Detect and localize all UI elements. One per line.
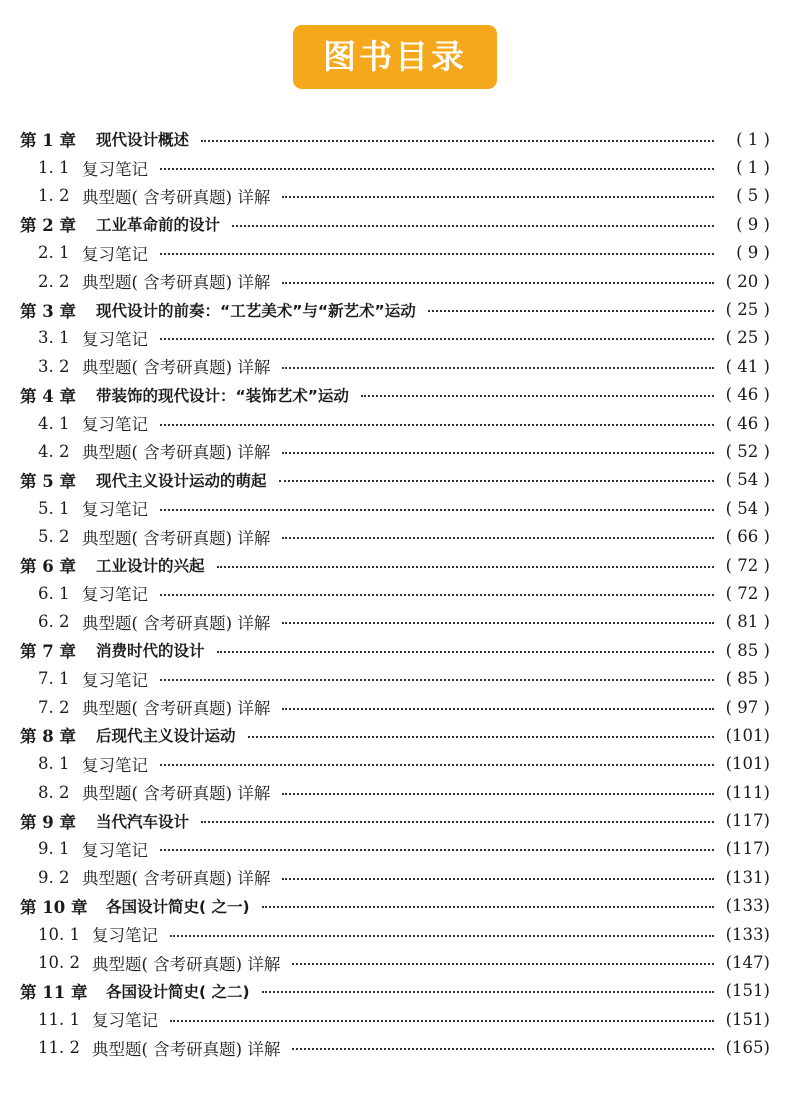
toc-section-row[interactable] <box>0 153 790 181</box>
dot-leader <box>160 848 714 851</box>
page-number: ( 66 ) <box>725 527 770 547</box>
toc-section-row[interactable] <box>0 863 790 891</box>
dot-leader <box>282 451 714 454</box>
page-number: (101) <box>725 754 770 774</box>
chapter-title: 各国设计简史( 之二) <box>106 982 250 1001</box>
section-number: 10. 2 <box>38 953 80 973</box>
section-title: 复习笔记 <box>82 585 148 605</box>
page-number: (151) <box>725 1009 770 1029</box>
section-number: 5. 1 <box>38 498 70 518</box>
section-number: 4. 1 <box>38 413 70 433</box>
dot-leader <box>160 763 714 766</box>
page-number: (117) <box>725 811 770 831</box>
chapter-number: 第 9 章 <box>20 812 76 832</box>
section-number: 8. 2 <box>38 782 70 802</box>
section-title: 复习笔记 <box>92 1011 158 1031</box>
page-number: ( 1 ) <box>736 158 770 178</box>
page-number: (133) <box>725 924 770 944</box>
chapter-title: 消费时代的设计 <box>96 642 205 661</box>
section-number: 9. 1 <box>38 839 70 859</box>
dot-leader <box>217 650 714 653</box>
dot-leader <box>282 707 714 710</box>
section-number: 8. 1 <box>38 754 70 774</box>
section-title: 典型题( 含考研真题) 详解 <box>82 273 271 293</box>
chapter-title: 当代汽车设计 <box>96 812 190 831</box>
page-number: ( 52 ) <box>725 441 770 461</box>
section-title: 典型题( 含考研真题) 详解 <box>92 954 281 974</box>
section-title: 典型题( 含考研真题) 详解 <box>82 869 271 889</box>
section-title: 典型题( 含考研真题) 详解 <box>82 613 271 633</box>
toc-section-row[interactable] <box>0 778 790 806</box>
dot-leader <box>160 167 714 170</box>
section-title: 复习笔记 <box>82 329 148 349</box>
chapter-title: 各国设计简史( 之一) <box>106 897 250 916</box>
page-number: ( 25 ) <box>725 300 770 320</box>
dot-leader <box>292 962 714 965</box>
chapter-title: 现代主义设计运动的萌起 <box>96 471 267 490</box>
page-number: (117) <box>725 839 770 859</box>
dot-leader <box>282 195 714 198</box>
dot-leader <box>232 224 714 227</box>
toc-section-row[interactable] <box>0 750 790 778</box>
dot-leader <box>160 252 714 255</box>
chapter-number: 第 7 章 <box>20 642 76 662</box>
section-title: 复习笔记 <box>82 840 148 860</box>
page-number: ( 9 ) <box>736 243 770 263</box>
chapter-number: 第 3 章 <box>20 301 76 321</box>
section-number: 10. 1 <box>38 924 80 944</box>
section-number: 2. 1 <box>38 243 70 263</box>
toc-chapter-row[interactable] <box>0 977 790 1005</box>
chapter-number: 第 1 章 <box>20 131 76 151</box>
chapter-number: 第 2 章 <box>20 216 76 236</box>
page-number: ( 1 ) <box>736 129 770 149</box>
dot-leader <box>292 1047 714 1050</box>
dot-leader <box>428 309 714 312</box>
toc-chapter-row[interactable] <box>0 210 790 238</box>
section-title: 复习笔记 <box>82 244 148 264</box>
chapter-title: 现代设计概述 <box>96 131 190 150</box>
dot-leader <box>160 337 714 340</box>
chapter-number: 第 8 章 <box>20 727 76 747</box>
toc-section-row[interactable] <box>0 267 790 295</box>
page-number: ( 25 ) <box>725 328 770 348</box>
section-title: 典型题( 含考研真题) 详解 <box>82 358 271 378</box>
section-title: 典型题( 含考研真题) 详解 <box>82 699 271 718</box>
chapter-title: 工业革命前的设计 <box>96 216 221 235</box>
page-number: ( 85 ) <box>725 640 770 660</box>
toc-chapter-row[interactable] <box>0 806 790 834</box>
page-number: ( 54 ) <box>725 470 770 490</box>
chapter-title: 工业设计的兴起 <box>96 557 205 576</box>
chapter-number: 第 11 章 <box>20 982 88 1002</box>
page-number: ( 72 ) <box>725 583 770 603</box>
section-number: 11. 2 <box>38 1038 80 1058</box>
page-number: ( 97 ) <box>725 697 770 717</box>
page-number: ( 5 ) <box>736 186 770 206</box>
toc-section-row[interactable] <box>0 1034 790 1062</box>
toc-chapter-row[interactable] <box>0 466 790 494</box>
section-title: 典型题( 含考研真题) 详解 <box>82 528 271 548</box>
dot-leader <box>282 621 714 624</box>
section-title: 复习笔记 <box>82 670 148 690</box>
page-number: ( 85 ) <box>725 669 770 689</box>
dot-leader <box>160 593 714 596</box>
section-title: 典型题( 含考研真题) 详解 <box>82 443 271 463</box>
dot-leader <box>160 508 714 511</box>
dot-leader <box>361 394 714 397</box>
page-number: (151) <box>725 981 770 1001</box>
section-title: 复习笔记 <box>82 415 148 435</box>
toc-section-row[interactable] <box>0 920 790 948</box>
toc-section-row[interactable] <box>0 835 790 863</box>
section-number: 1. 1 <box>38 158 70 178</box>
section-number: 7. 2 <box>38 697 70 717</box>
section-title: 典型题( 含考研真题) 详解 <box>92 1039 281 1059</box>
chapter-number: 第 10 章 <box>20 897 88 917</box>
page-number: ( 54 ) <box>725 498 770 518</box>
table-of-contents <box>0 125 790 1062</box>
page-number: ( 46 ) <box>725 385 770 405</box>
section-number: 6. 2 <box>38 612 70 632</box>
dot-leader <box>160 423 714 426</box>
page-number: (165) <box>725 1038 770 1058</box>
toc-section-row[interactable] <box>0 693 790 721</box>
section-title: 典型题( 含考研真题) 详解 <box>82 187 271 207</box>
page-number: (131) <box>725 867 770 887</box>
page-number: (147) <box>725 953 770 973</box>
dot-leader <box>279 479 714 482</box>
toc-section-row[interactable] <box>0 608 790 636</box>
toc-chapter-row[interactable] <box>0 125 790 153</box>
toc-section-row[interactable] <box>0 239 790 267</box>
dot-leader <box>201 820 714 823</box>
chapter-title: 带装饰的现代设计：“装饰艺术”运动 <box>96 386 349 405</box>
page-number: ( 20 ) <box>725 271 770 291</box>
dot-leader <box>170 1019 714 1022</box>
dot-leader <box>217 565 714 568</box>
page-number: ( 81 ) <box>725 612 770 632</box>
toc-section-row[interactable] <box>0 579 790 607</box>
section-number: 3. 2 <box>38 356 70 376</box>
section-number: 3. 1 <box>38 328 70 348</box>
toc-section-row[interactable] <box>0 522 790 550</box>
toc-section-row[interactable] <box>0 1005 790 1033</box>
toc-section-row[interactable] <box>0 409 790 437</box>
chapter-number: 第 6 章 <box>20 557 76 577</box>
page-number: (133) <box>725 896 770 916</box>
section-number: 2. 2 <box>38 271 70 291</box>
section-number: 6. 1 <box>38 583 70 603</box>
section-title: 复习笔记 <box>92 926 158 946</box>
page-number: (111) <box>725 782 770 802</box>
toc-section-row[interactable] <box>0 948 790 976</box>
section-number: 11. 1 <box>38 1009 80 1029</box>
section-number: 5. 2 <box>38 527 70 547</box>
toc-chapter-row[interactable] <box>0 636 790 664</box>
section-title: 复习笔记 <box>82 159 148 179</box>
section-number: 7. 1 <box>38 669 70 689</box>
page-number: ( 46 ) <box>725 413 770 433</box>
chapter-title: 现代设计的前奏：“工艺美术”与“新艺术”运动 <box>96 301 416 320</box>
toc-chapter-row[interactable] <box>0 721 790 749</box>
section-number: 4. 2 <box>38 441 70 461</box>
toc-section-row[interactable] <box>0 182 790 210</box>
chapter-number: 第 5 章 <box>20 471 76 491</box>
toc-chapter-row[interactable] <box>0 892 790 920</box>
toc-section-row[interactable] <box>0 324 790 352</box>
toc-section-row[interactable] <box>0 437 790 465</box>
dot-leader <box>282 536 714 539</box>
dot-leader <box>201 139 714 142</box>
chapter-number: 第 4 章 <box>20 386 76 406</box>
toc-section-row[interactable] <box>0 494 790 522</box>
toc-section-row[interactable] <box>0 664 790 692</box>
dot-leader <box>262 990 714 993</box>
dot-leader <box>262 905 714 908</box>
dot-leader <box>160 678 714 681</box>
section-title: 复习笔记 <box>82 755 148 775</box>
dot-leader <box>282 792 714 795</box>
dot-leader <box>170 934 714 937</box>
page-number: ( 41 ) <box>725 356 770 376</box>
page-number: (101) <box>725 725 770 745</box>
dot-leader <box>282 366 714 369</box>
section-title: 复习笔记 <box>82 500 148 520</box>
dot-leader <box>282 281 714 284</box>
toc-section-row[interactable] <box>0 352 790 380</box>
page-title: 图书目录 <box>293 25 497 89</box>
section-title: 典型题( 含考研真题) 详解 <box>82 784 271 804</box>
toc-chapter-row[interactable] <box>0 551 790 579</box>
toc-chapter-row[interactable] <box>0 381 790 409</box>
chapter-title: 后现代主义设计运动 <box>96 727 236 746</box>
dot-leader <box>282 877 714 880</box>
page-number: ( 72 ) <box>725 555 770 575</box>
page-number: ( 9 ) <box>736 214 770 234</box>
dot-leader <box>248 735 714 738</box>
title-area <box>0 25 790 89</box>
section-number: 1. 2 <box>38 186 70 206</box>
section-number: 9. 2 <box>38 867 70 887</box>
toc-chapter-row[interactable] <box>0 295 790 323</box>
